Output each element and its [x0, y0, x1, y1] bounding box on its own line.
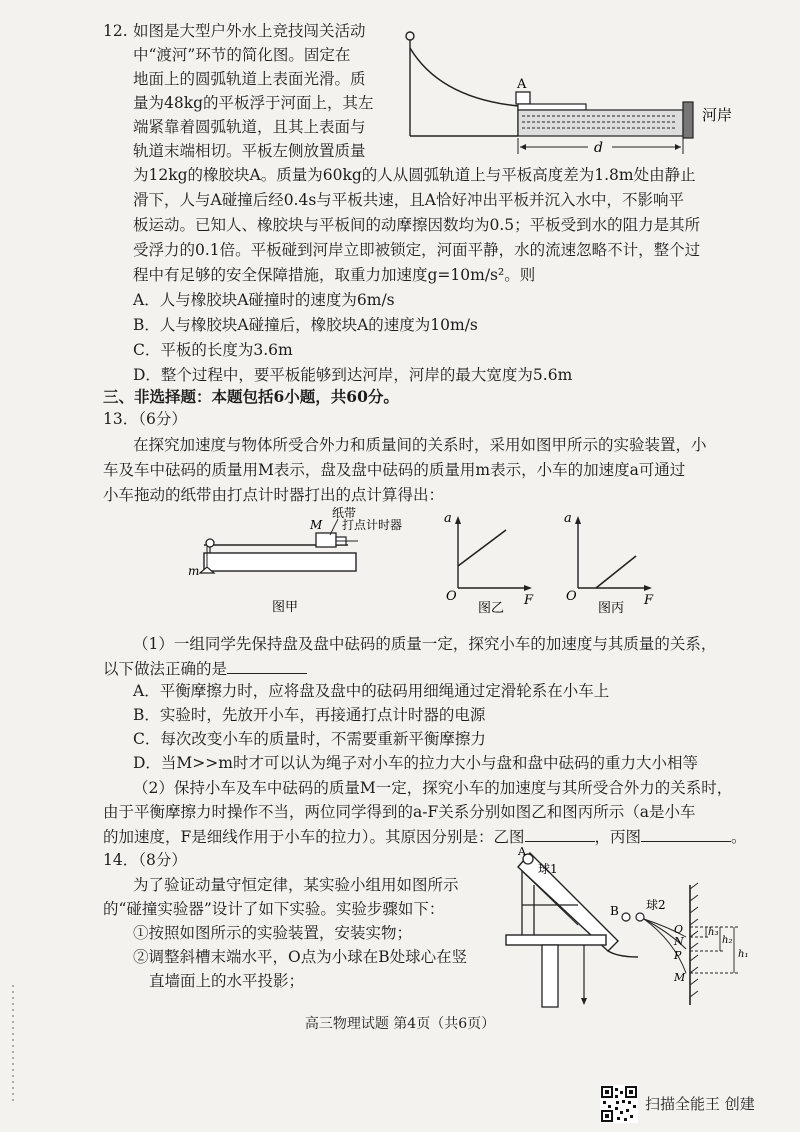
label-river-bank: 河岸 — [702, 106, 733, 124]
caption-jia: 图甲 — [272, 600, 299, 615]
q13-bing-answer-blank[interactable] — [641, 825, 731, 842]
label-ball-2: 球2 — [646, 898, 666, 912]
figure-jia — [188, 505, 403, 625]
label-paper-tape: 纸带 — [332, 506, 357, 520]
q13-p1-line-2: 以下做法正确的是 — [103, 657, 307, 680]
q12-line-9: 板运动。已知人、橡胶块与平板间的动摩擦因数均为0.5；平板受到水的阻力是其所 — [133, 216, 701, 234]
q12-option-b: B．人与橡胶块A碰撞后，橡胶块A的速度为10m/s — [133, 316, 478, 334]
bing-origin: O — [566, 589, 577, 604]
q14-line-1: 为了验证动量守恒定律，某实验小组用如图所示 — [133, 876, 459, 894]
river-bank — [683, 102, 693, 138]
q12-line-10: 受浮力的0.1倍。平板碰到河岸立即被锁定，河面平静，水的流速忽略不计，整个过 — [133, 241, 701, 259]
q13-p2-line-3: 的加速度，F是细线作用于小车的拉力）。其原因分别是：乙图 ，丙图 。 — [103, 825, 747, 848]
q12-line-3: 地面上的圆弧轨道上表面光滑。质 — [133, 70, 366, 88]
cart — [316, 533, 336, 547]
section-3-title: 三、非选择题：本题包括6小题，共60分。 — [103, 387, 399, 406]
q12-option-c: C．平板的长度为3.6m — [133, 341, 293, 359]
label-a: A — [517, 77, 527, 92]
q14-line-4: ②调整斜槽末端水平，O点为小球在B处球心在竖 — [133, 948, 468, 966]
caption-bing: 图丙 — [598, 601, 625, 616]
yi-graph-line — [458, 530, 506, 566]
q13-yi-answer-blank[interactable] — [525, 825, 595, 842]
q13-option-c: C．每次改变小车的质量时，不需要重新平衡摩擦力 — [133, 730, 486, 748]
q12-line-4: 量为48kg的平板浮于河面上，其左 — [133, 94, 374, 112]
q12-line-11: 程中有足够的安全保障措施，取重力加速度g=10m/s²。则 — [133, 266, 536, 284]
q13-p1-answer-blank[interactable] — [227, 657, 307, 674]
ball-2 — [636, 913, 644, 921]
q14-line-3: ①按照如图所示的实验装置，安装实物； — [133, 924, 413, 942]
q12-line-1: 如图是大型户外水上竞技闯关活动 — [133, 22, 366, 40]
label-timer: 打点计时器 — [342, 518, 403, 532]
ball-at-b — [622, 913, 630, 921]
q12-option-d: D．整个过程中，要平板能够到达河岸，河岸的最大宽度为5.6m — [133, 366, 573, 384]
q13-header: 13．（6分） — [103, 410, 187, 428]
label-p: P — [674, 949, 682, 962]
arc-track — [410, 48, 518, 106]
bing-axis-f: F — [644, 593, 654, 608]
qr-code-icon — [600, 1085, 638, 1123]
q13-intro-1: 在探究加速度与物体所受合外力和质量间的关系时，采用如图甲所示的实验装置，小 — [133, 436, 707, 454]
start-point-icon — [406, 32, 414, 40]
q13-option-a: A．平衡摩擦力时，应将盘及盘中的砝码用细绳通过定滑轮系在小车上 — [133, 682, 610, 700]
figure-bing — [560, 510, 660, 620]
label-small-m: m — [188, 564, 200, 578]
q13-p2-line-2: 由于平衡摩擦力时操作不当，两位同学得到的a-F关系分别如图乙和图丙所示（a是小车 — [103, 803, 696, 821]
q12-line-8: 滑下，人与A碰撞后经0.4s与平板共速，且A恰好冲出平板并沉入水中，不影响平 — [133, 191, 684, 209]
q12-line-7: 为12kg的橡胶块A。质量为60kg的人从圆弧轨道上与平板高度差为1.8m处由静止 — [133, 166, 696, 184]
yi-axis-a: a — [444, 511, 452, 526]
q12-option-a: A．人与橡胶块A碰撞时的速度为6m/s — [133, 291, 395, 309]
label-o: O — [674, 923, 684, 936]
q13-intro-3: 小车拖动的纸带由打点计时器打出的点计算得出： — [103, 486, 445, 504]
q12-line-2: 中“渡河”环节的简化图。固定在 — [133, 46, 351, 64]
plumb-arrow-icon — [581, 998, 587, 1005]
q13-intro-2: 车及车中砝码的质量用M表示，盘及盘中砝码的质量用m表示，小车的加速度a可通过 — [103, 461, 686, 479]
camscanner-watermark: 扫描全能王 创建 — [645, 1095, 755, 1113]
label-big-m: M — [310, 518, 323, 532]
label-point-a: A — [518, 845, 526, 858]
binding-margin-marks — [10, 985, 16, 1105]
label-n: N — [674, 935, 684, 948]
plank — [518, 104, 586, 110]
label-h3: h₃ — [708, 927, 719, 938]
label-h1: h₁ — [738, 949, 749, 960]
yi-axis-f: F — [524, 593, 534, 608]
label-ball-1: 球1 — [538, 862, 558, 876]
figure-yi — [440, 510, 540, 620]
q13-p2-line-1: （2）保持小车及车中砝码的质量M一定，探究小车的加速度与其所受合外力的关系时， — [133, 779, 733, 797]
label-h2: h₂ — [722, 935, 733, 946]
q13-option-d: D．当M>>m时才可以认为绳子对小车的拉力大小与盘和盘中砝码的重力大小相等 — [133, 754, 698, 772]
table-leg — [542, 945, 558, 1007]
q14-figure — [498, 845, 768, 1010]
q12-line-6: 轨道末端相切。平板左侧放置质量 — [133, 142, 366, 160]
river-water — [518, 110, 683, 136]
label-d: d — [594, 140, 603, 156]
q13-p1-line-1: （1）一组同学先保持盘及盘中砝码的质量一定，探究小车的加速度与其质量的关系， — [133, 635, 717, 653]
q14-header: 14．（8分） — [103, 851, 187, 869]
table-top — [506, 935, 606, 945]
q13-option-b: B．实验时，先放开小车，再接通打点计时器的电源 — [133, 706, 486, 724]
q14-line-2: 的“碰撞实验器”设计了如下实验。实验步骤如下： — [103, 900, 445, 918]
label-point-b: B — [610, 904, 619, 918]
bing-graph-line — [596, 556, 636, 588]
q12-line-5: 端紧靠着圆弧轨道，且其上表面与 — [133, 118, 366, 136]
bing-axis-a: a — [564, 511, 572, 526]
rubber-block-a — [516, 92, 530, 104]
caption-yi: 图乙 — [478, 601, 505, 616]
q12-number: 12. — [103, 22, 128, 40]
q14-line-5: 直墙面上的水平投影； — [149, 972, 305, 990]
page-footer: 高三物理试题 第4页（共6页） — [304, 1016, 496, 1032]
q12-figure — [400, 28, 760, 158]
track-board — [204, 553, 356, 571]
yi-origin: O — [446, 589, 457, 604]
label-m: M — [674, 971, 686, 984]
